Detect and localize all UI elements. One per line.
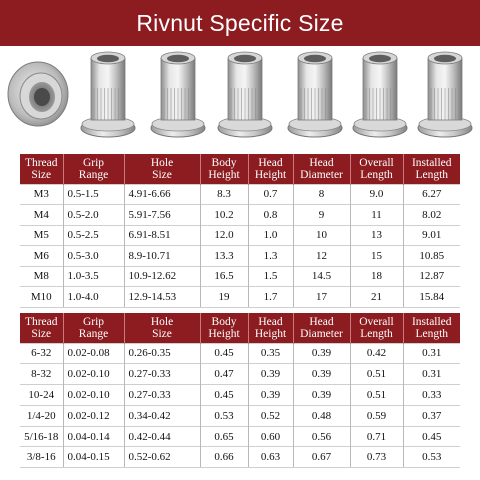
table-row <box>20 364 460 385</box>
metric-header-cell <box>293 154 350 184</box>
table-cell: 8.3 <box>200 184 248 205</box>
table-row <box>20 205 460 226</box>
table-cell: 18 <box>350 266 403 287</box>
table-cell: 9.0 <box>350 184 403 205</box>
rivnut-photo-icon <box>0 50 480 148</box>
table-cell: 0.65 <box>200 426 248 447</box>
header-label: Size <box>152 327 172 340</box>
table-cell: 0.42 <box>350 343 403 364</box>
header-label: Head <box>258 156 283 169</box>
table-cell: 0.7 <box>248 184 293 205</box>
table-cell: 0.27-0.33 <box>124 385 200 406</box>
header-label: Length <box>360 327 393 340</box>
table-cell: 1.0-3.5 <box>63 266 124 287</box>
metric-header-cell <box>20 154 63 184</box>
table-cell: 0.63 <box>248 447 293 468</box>
table-cell: 0.33 <box>403 385 460 406</box>
header-label: Size <box>152 168 172 181</box>
metric-header-cell <box>200 154 248 184</box>
table-row <box>20 225 460 246</box>
metric-table-header <box>20 154 460 184</box>
table-cell: 12.9-14.53 <box>124 287 200 308</box>
table-cell: 0.39 <box>248 385 293 406</box>
header-label: Diameter <box>300 168 343 181</box>
header-label: Installed <box>411 315 452 328</box>
header-label: Length <box>415 168 449 181</box>
table-cell: 17 <box>293 287 350 308</box>
imperial-header-cell <box>20 313 63 343</box>
rivnut-end-view <box>8 62 68 126</box>
table-cell: 0.35 <box>248 343 293 364</box>
table-cell: 9.01 <box>403 225 460 246</box>
metric-header-cell <box>124 154 200 184</box>
imperial-header-cell <box>293 313 350 343</box>
table-cell: 12.87 <box>403 266 460 287</box>
table-cell: 0.5-3.0 <box>63 246 124 267</box>
table-cell: 1.3 <box>248 246 293 267</box>
table-cell: 8-32 <box>20 364 63 385</box>
table-cell: 0.73 <box>350 447 403 468</box>
imperial-header-cell <box>350 313 403 343</box>
table-cell: 15 <box>350 246 403 267</box>
table-row <box>20 246 460 267</box>
table-cell: 5.91-7.56 <box>124 205 200 226</box>
table-cell: 0.48 <box>293 405 350 426</box>
table-row <box>20 184 460 205</box>
header-label: Length <box>360 168 393 181</box>
metric-header-cell <box>403 154 460 184</box>
table-cell: 0.51 <box>350 385 403 406</box>
table-cell: 0.5-1.5 <box>63 184 124 205</box>
table-cell: 0.31 <box>403 343 460 364</box>
rivnut-side-view <box>151 52 205 137</box>
header-label: Overall <box>359 315 394 328</box>
table-row <box>20 343 460 364</box>
table-cell: 1.5 <box>248 266 293 287</box>
table-cell: 0.39 <box>293 364 350 385</box>
header-label: Range <box>78 327 109 340</box>
table-row <box>20 447 460 468</box>
table-cell: M4 <box>20 205 63 226</box>
header-label: Head <box>309 315 334 328</box>
table-cell: 13.3 <box>200 246 248 267</box>
table-cell: 0.66 <box>200 447 248 468</box>
metric-table-body <box>20 184 460 307</box>
imperial-header-cell <box>200 313 248 343</box>
table-cell: M10 <box>20 287 63 308</box>
table-cell: 10.85 <box>403 246 460 267</box>
table-cell: 0.47 <box>200 364 248 385</box>
table-cell: 3/8-16 <box>20 447 63 468</box>
table-cell: 0.45 <box>200 343 248 364</box>
table-cell: 0.8 <box>248 205 293 226</box>
table-cell: 0.71 <box>350 426 403 447</box>
table-row <box>20 385 460 406</box>
table-cell: 6.27 <box>403 184 460 205</box>
table-cell: 21 <box>350 287 403 308</box>
table-cell: 0.53 <box>403 447 460 468</box>
table-cell: 0.5-2.5 <box>63 225 124 246</box>
rivnut-side-view <box>418 52 472 137</box>
table-cell: 12 <box>293 246 350 267</box>
rivnut-side-view <box>353 52 407 137</box>
header-label: Height <box>254 327 287 340</box>
header-label: Height <box>254 168 287 181</box>
header-label: Size <box>31 168 52 181</box>
table-cell: 6.91-8.51 <box>124 225 200 246</box>
table-cell: 19 <box>200 287 248 308</box>
table-cell: 4.91-6.66 <box>124 184 200 205</box>
table-cell: 12.0 <box>200 225 248 246</box>
table-cell: 1.0 <box>248 225 293 246</box>
table-cell: 0.5-2.0 <box>63 205 124 226</box>
table-cell: 0.27-0.33 <box>124 364 200 385</box>
table-cell: 0.45 <box>200 385 248 406</box>
table-cell: 0.42-0.44 <box>124 426 200 447</box>
header-label: Diameter <box>300 327 343 340</box>
table-cell: 6-32 <box>20 343 63 364</box>
table-cell: M6 <box>20 246 63 267</box>
table-cell: M5 <box>20 225 63 246</box>
table-cell: 0.39 <box>293 343 350 364</box>
table-row <box>20 266 460 287</box>
product-photo-strip <box>0 50 480 148</box>
header-label: Hole <box>150 315 174 328</box>
table-cell: 9 <box>293 205 350 226</box>
table-cell: 1/4-20 <box>20 405 63 426</box>
header-label: Installed <box>411 156 452 169</box>
table-cell: 0.56 <box>293 426 350 447</box>
table-cell: 0.26-0.35 <box>124 343 200 364</box>
table-cell: 10-24 <box>20 385 63 406</box>
table-cell: 1.7 <box>248 287 293 308</box>
table-cell: 0.67 <box>293 447 350 468</box>
table-cell: 8.9-10.71 <box>124 246 200 267</box>
imperial-header-cell <box>403 313 460 343</box>
metric-header-cell <box>350 154 403 184</box>
header-label: Overall <box>359 156 394 169</box>
imperial-table-header <box>20 313 460 343</box>
header-label: Length <box>415 327 449 340</box>
table-cell: 10.2 <box>200 205 248 226</box>
header-label: Head <box>309 156 334 169</box>
header-label: Thread <box>24 315 58 328</box>
header-label: Size <box>31 327 52 340</box>
table-cell: 15.84 <box>403 287 460 308</box>
table-cell: 0.52-0.62 <box>124 447 200 468</box>
table-cell: 0.34-0.42 <box>124 405 200 426</box>
table-cell: 0.02-0.12 <box>63 405 124 426</box>
table-cell: 10.9-12.62 <box>124 266 200 287</box>
table-cell: 5/16-18 <box>20 426 63 447</box>
table-cell: M3 <box>20 184 63 205</box>
header-label: Body <box>211 315 237 328</box>
imperial-header-cell <box>63 313 124 343</box>
table-cell: 0.53 <box>200 405 248 426</box>
table-cell: 0.04-0.14 <box>63 426 124 447</box>
table-cell: 13 <box>350 225 403 246</box>
rivnut-side-view <box>81 52 135 137</box>
metric-size-table <box>20 154 460 308</box>
table-cell: 8 <box>293 184 350 205</box>
header-label: Height <box>208 327 240 340</box>
imperial-header-cell <box>124 313 200 343</box>
imperial-size-table <box>20 313 460 468</box>
header-label: Grip <box>82 315 105 328</box>
rivnut-side-view <box>288 52 342 137</box>
table-cell: 10 <box>293 225 350 246</box>
header-label: Head <box>258 315 283 328</box>
title-banner <box>0 0 480 46</box>
table-cell: 8.02 <box>403 205 460 226</box>
table-row <box>20 405 460 426</box>
header-label: Body <box>211 156 237 169</box>
table-cell: 0.52 <box>248 405 293 426</box>
table-cell: 1.0-4.0 <box>63 287 124 308</box>
page-title: Rivnut Specific Size <box>136 9 344 36</box>
table-cell: 0.02-0.10 <box>63 364 124 385</box>
metric-header-cell <box>63 154 124 184</box>
header-label: Range <box>78 168 109 181</box>
table-cell: 0.39 <box>248 364 293 385</box>
table-cell: 0.37 <box>403 405 460 426</box>
table-cell: 0.04-0.15 <box>63 447 124 468</box>
table-cell: 14.5 <box>293 266 350 287</box>
table-cell: 0.02-0.10 <box>63 385 124 406</box>
header-label: Hole <box>150 156 174 169</box>
table-cell: 0.51 <box>350 364 403 385</box>
table-cell: 11 <box>350 205 403 226</box>
imperial-header-cell <box>248 313 293 343</box>
table-cell: 0.45 <box>403 426 460 447</box>
table-cell: M8 <box>20 266 63 287</box>
imperial-table-body <box>20 343 460 468</box>
header-label: Thread <box>24 156 58 169</box>
table-row <box>20 287 460 308</box>
metric-header-cell <box>248 154 293 184</box>
header-label: Grip <box>82 156 105 169</box>
table-cell: 0.39 <box>293 385 350 406</box>
rivnut-side-view <box>218 52 272 137</box>
table-cell: 0.31 <box>403 364 460 385</box>
table-cell: 0.02-0.08 <box>63 343 124 364</box>
table-cell: 0.59 <box>350 405 403 426</box>
table-cell: 0.60 <box>248 426 293 447</box>
table-row <box>20 426 460 447</box>
header-label: Height <box>208 168 240 181</box>
table-cell: 16.5 <box>200 266 248 287</box>
